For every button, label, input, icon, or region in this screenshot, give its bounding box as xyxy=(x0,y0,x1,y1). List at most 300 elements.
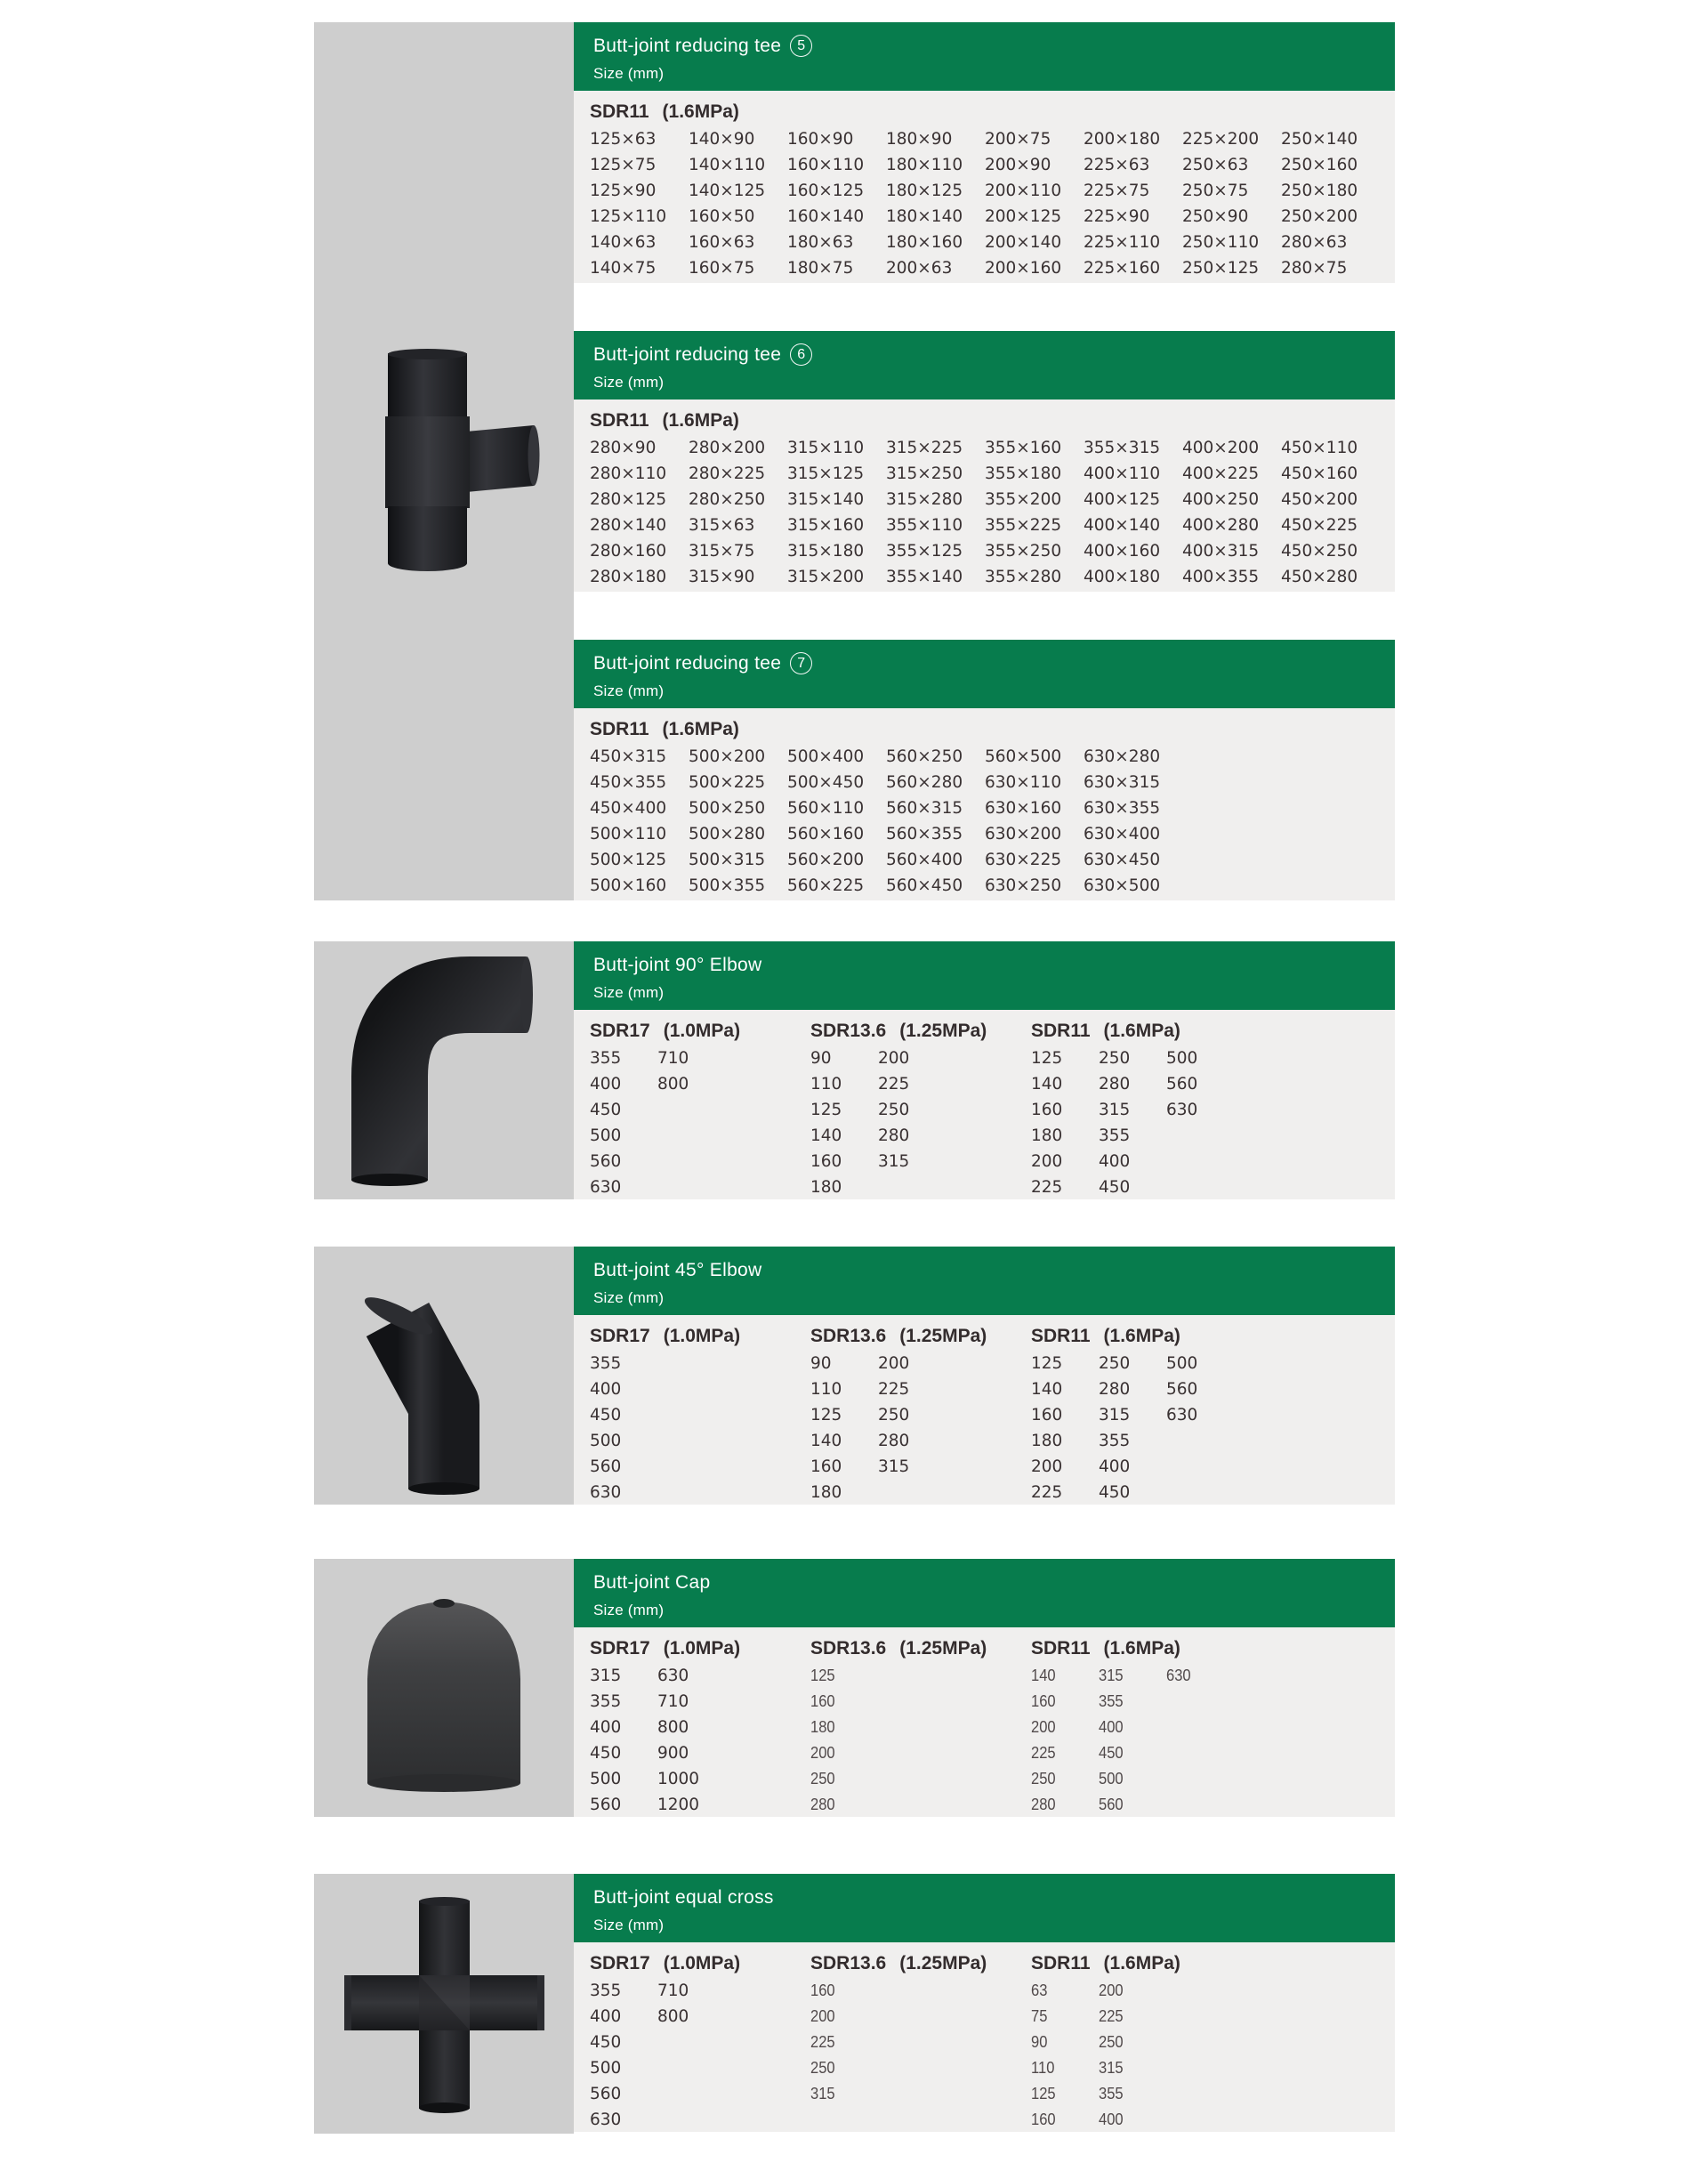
size-columns xyxy=(590,1663,740,1817)
size-value: 200 xyxy=(1099,1981,1124,1999)
size-value: 140 xyxy=(1031,1667,1056,1684)
table-row xyxy=(590,513,1395,538)
table-row xyxy=(590,178,1395,204)
size-columns xyxy=(590,1978,740,2132)
size-column xyxy=(1099,1045,1166,1199)
size-value: 315 xyxy=(878,1152,910,1171)
size-value: 355×250 xyxy=(985,542,1062,561)
size-column xyxy=(657,1978,725,2132)
size-unit-label: Size (mm) xyxy=(593,1917,665,1933)
sdr-label: SDR17 xyxy=(590,1325,650,1346)
table-row xyxy=(590,487,1395,513)
sdr-rating-line xyxy=(590,97,1395,126)
size-value: 560×500 xyxy=(985,747,1062,766)
size-value: 400×140 xyxy=(1084,516,1161,535)
size-value: 250 xyxy=(810,1770,835,1788)
sdr17-group xyxy=(590,1016,740,1199)
section-header xyxy=(574,1559,1395,1627)
size-columns xyxy=(810,1978,987,2107)
size-columns xyxy=(1031,1045,1234,1199)
size-value: 630×315 xyxy=(1084,773,1161,792)
size-value: 180×125 xyxy=(886,182,963,200)
circled-number-badge: 5 xyxy=(790,35,812,57)
size-value: 160 xyxy=(1031,2111,1056,2128)
pressure-label: (1.0MPa) xyxy=(663,1637,741,1659)
size-value: 500×355 xyxy=(689,876,766,895)
size-value: 630×500 xyxy=(1084,876,1161,895)
size-value: 160 xyxy=(1031,1101,1063,1119)
size-column xyxy=(1099,1663,1166,1817)
size-value: 355 xyxy=(1099,1692,1124,1710)
size-value: 315×75 xyxy=(689,542,755,561)
sdr-label: SDR17 xyxy=(590,1952,650,1973)
size-value: 140×110 xyxy=(689,156,766,174)
size-value: 560×160 xyxy=(787,825,865,843)
sdr-label: SDR13.6 xyxy=(810,1325,887,1346)
size-value: 630×280 xyxy=(1084,747,1161,766)
table-row xyxy=(590,564,1395,590)
size-value: 315 xyxy=(1099,2059,1124,2077)
size-value: 450 xyxy=(590,1406,622,1425)
size-value: 560×225 xyxy=(787,876,865,895)
section-title: Butt-joint reducing tee xyxy=(593,343,782,365)
size-value: 125 xyxy=(810,1101,842,1119)
pressure-label: (1.6MPa) xyxy=(662,101,739,122)
sdr-rating-line xyxy=(590,1949,740,1978)
size-column xyxy=(1166,1045,1234,1199)
sdr11-group xyxy=(1031,1321,1234,1505)
size-table xyxy=(574,1627,1395,1817)
size-value: 160 xyxy=(810,1692,835,1710)
pressure-label: (1.0MPa) xyxy=(663,1020,741,1041)
size-value: 160×63 xyxy=(689,233,755,252)
size-value: 355×140 xyxy=(886,568,963,586)
size-value: 500×400 xyxy=(787,747,865,766)
size-value: 400×125 xyxy=(1084,490,1161,509)
size-value: 355×225 xyxy=(985,516,1062,535)
size-value: 630×450 xyxy=(1084,851,1161,869)
size-value: 500×280 xyxy=(689,825,766,843)
size-value: 315×63 xyxy=(689,516,755,535)
reducing-tee-image xyxy=(314,22,574,900)
size-value: 315×140 xyxy=(787,490,865,509)
size-value: 225×110 xyxy=(1084,233,1161,252)
size-value: 560 xyxy=(590,1152,622,1171)
sdr11-group xyxy=(1031,1949,1180,2132)
size-value: 225×160 xyxy=(1084,259,1161,278)
section-title: Butt-joint equal cross xyxy=(593,1886,774,1908)
size-value: 180 xyxy=(810,1178,842,1197)
size-column xyxy=(1099,1351,1166,1505)
size-value: 250 xyxy=(878,1101,910,1119)
sdr17-group xyxy=(590,1321,740,1505)
size-value: 560 xyxy=(590,1457,622,1476)
size-value: 315×125 xyxy=(787,464,865,483)
size-value: 355×315 xyxy=(1084,439,1161,457)
size-column xyxy=(657,1045,725,1199)
table-row xyxy=(590,538,1395,564)
size-value: 315×250 xyxy=(886,464,963,483)
size-value: 450×280 xyxy=(1281,568,1358,586)
sdr-rating-line xyxy=(810,1016,987,1045)
pressure-label: (1.25MPa) xyxy=(899,1020,987,1041)
size-value: 280×125 xyxy=(590,490,667,509)
size-value: 125×75 xyxy=(590,156,657,174)
size-value: 200×63 xyxy=(886,259,953,278)
size-value: 250 xyxy=(1099,1049,1131,1068)
size-value: 630 xyxy=(657,1667,689,1685)
section-title: Butt-joint reducing tee xyxy=(593,652,782,674)
size-value: 160×140 xyxy=(787,207,865,226)
size-grid xyxy=(590,126,1395,281)
size-value: 180×110 xyxy=(886,156,963,174)
size-value: 75 xyxy=(1031,2007,1048,2025)
size-value: 400×225 xyxy=(1182,464,1260,483)
sdr-rating-line xyxy=(590,1634,740,1663)
size-value: 280×140 xyxy=(590,516,667,535)
size-value: 160×110 xyxy=(787,156,865,174)
size-value: 450×355 xyxy=(590,773,667,792)
sdr-rating-line xyxy=(1031,1321,1234,1351)
size-value: 225×90 xyxy=(1084,207,1150,226)
size-value: 355×180 xyxy=(985,464,1062,483)
size-value: 200 xyxy=(878,1354,910,1373)
pressure-label: (1.6MPa) xyxy=(1103,1637,1180,1659)
size-value: 280 xyxy=(1031,1796,1056,1813)
size-value: 110 xyxy=(810,1380,842,1399)
size-value: 315×160 xyxy=(787,516,865,535)
size-value: 400 xyxy=(1099,1457,1131,1476)
size-value: 450 xyxy=(1099,1483,1131,1502)
size-unit-label: Size (mm) xyxy=(593,984,665,1001)
table-row xyxy=(590,744,1395,770)
size-unit-label: Size (mm) xyxy=(593,1602,665,1618)
size-value: 280×250 xyxy=(689,490,766,509)
size-value: 225 xyxy=(878,1380,910,1399)
size-columns xyxy=(1031,1351,1234,1505)
table-row xyxy=(590,204,1395,230)
size-value: 560 xyxy=(590,2085,622,2103)
size-value: 560×280 xyxy=(886,773,963,792)
size-value: 63 xyxy=(1031,1981,1048,1999)
size-value: 280×75 xyxy=(1281,259,1348,278)
sdr-label: SDR11 xyxy=(590,409,649,431)
photo-panel-90-elbow xyxy=(314,941,574,1199)
size-value: 200 xyxy=(1031,1718,1056,1736)
size-value: 630 xyxy=(590,2111,622,2129)
size-value: 630×160 xyxy=(985,799,1062,818)
size-value: 160 xyxy=(810,1152,842,1171)
pressure-label: (1.6MPa) xyxy=(1103,1325,1180,1346)
45-elbow-image xyxy=(314,1247,574,1505)
sdr-label: SDR17 xyxy=(590,1020,650,1041)
size-columns xyxy=(590,1351,740,1505)
pressure-label: (1.25MPa) xyxy=(899,1952,987,1973)
size-value: 180 xyxy=(810,1483,842,1502)
photo-panel-equal-cross xyxy=(314,1874,574,2134)
size-value: 560 xyxy=(1166,1380,1198,1399)
size-value: 500 xyxy=(1099,1770,1124,1788)
table-row xyxy=(590,821,1395,847)
size-value: 400×280 xyxy=(1182,516,1260,535)
size-value: 500×250 xyxy=(689,799,766,818)
table-row xyxy=(590,152,1395,178)
size-value: 140 xyxy=(1031,1075,1063,1094)
section-title: Butt-joint Cap xyxy=(593,1571,711,1593)
size-value: 450 xyxy=(590,1744,622,1763)
size-value: 630 xyxy=(1166,1101,1198,1119)
size-value: 225×63 xyxy=(1084,156,1150,174)
section-title: Butt-joint 45° Elbow xyxy=(593,1259,762,1280)
table-row xyxy=(590,461,1395,487)
section-header xyxy=(574,1874,1395,1942)
size-value: 250×90 xyxy=(1182,207,1249,226)
size-value: 200×140 xyxy=(985,233,1062,252)
size-value: 110 xyxy=(1031,2059,1055,2077)
size-value: 560×110 xyxy=(787,799,865,818)
size-value: 630×225 xyxy=(985,851,1062,869)
size-columns xyxy=(1031,1978,1180,2132)
table-row xyxy=(590,230,1395,255)
size-value: 180×75 xyxy=(787,259,854,278)
size-value: 450 xyxy=(590,2033,622,2052)
size-value: 225 xyxy=(1099,2007,1124,2025)
size-unit-label: Size (mm) xyxy=(593,682,665,699)
size-value: 400×200 xyxy=(1182,439,1260,457)
size-column xyxy=(810,1978,878,2107)
size-value: 630 xyxy=(590,1178,622,1197)
size-value: 280 xyxy=(810,1796,835,1813)
size-columns xyxy=(810,1663,987,1817)
size-value: 140×63 xyxy=(590,233,657,252)
size-value: 140×90 xyxy=(689,130,755,149)
size-value: 200×110 xyxy=(985,182,1062,200)
size-value: 630 xyxy=(1166,1667,1191,1684)
size-value: 355×125 xyxy=(886,542,963,561)
circled-number-badge: 7 xyxy=(790,652,812,674)
size-value: 630×110 xyxy=(985,773,1062,792)
size-value: 500×315 xyxy=(689,851,766,869)
size-column xyxy=(1031,1351,1099,1505)
size-value: 125×63 xyxy=(590,130,657,149)
size-value: 180 xyxy=(1031,1432,1063,1450)
sdr-label: SDR13.6 xyxy=(810,1952,887,1973)
size-value: 710 xyxy=(657,1049,689,1068)
sdr-rating-line xyxy=(810,1949,987,1978)
size-value: 560×355 xyxy=(886,825,963,843)
size-value: 400 xyxy=(590,2007,622,2026)
pressure-label: (1.25MPa) xyxy=(899,1637,987,1659)
size-value: 355×160 xyxy=(985,439,1062,457)
size-value: 560 xyxy=(1099,1796,1124,1813)
size-value: 200 xyxy=(810,1744,835,1762)
size-value: 280×160 xyxy=(590,542,667,561)
size-value: 400×250 xyxy=(1182,490,1260,509)
pressure-label: (1.6MPa) xyxy=(662,409,739,431)
size-value: 200 xyxy=(810,2007,835,2025)
size-value: 200 xyxy=(878,1049,910,1068)
size-value: 500×160 xyxy=(590,876,667,895)
size-value: 355 xyxy=(590,1354,622,1373)
size-value: 280×90 xyxy=(590,439,657,457)
sdr-label: SDR11 xyxy=(590,718,649,739)
size-value: 400×315 xyxy=(1182,542,1260,561)
size-value: 250×160 xyxy=(1281,156,1358,174)
sdr-rating-line xyxy=(810,1321,987,1351)
sdr-rating-line xyxy=(810,1634,987,1663)
sdr-rating-line xyxy=(590,406,1395,435)
size-value: 355 xyxy=(590,1049,622,1068)
size-value: 125 xyxy=(1031,1354,1063,1373)
size-value: 450×160 xyxy=(1281,464,1358,483)
size-value: 500 xyxy=(590,1770,622,1788)
size-value: 315 xyxy=(1099,1406,1131,1425)
size-value: 315 xyxy=(590,1667,622,1685)
size-value: 560 xyxy=(590,1796,622,1814)
section-title: Butt-joint 90° Elbow xyxy=(593,954,762,975)
size-value: 180×90 xyxy=(886,130,953,149)
section-header xyxy=(574,640,1395,708)
size-value: 630×250 xyxy=(985,876,1062,895)
size-column xyxy=(590,1663,657,1817)
table-row xyxy=(590,847,1395,873)
size-value: 315 xyxy=(878,1457,910,1476)
size-value: 400×160 xyxy=(1084,542,1161,561)
size-value: 180×160 xyxy=(886,233,963,252)
size-value: 180×63 xyxy=(787,233,854,252)
sdr-label: SDR13.6 xyxy=(810,1020,887,1041)
circled-number-badge: 6 xyxy=(790,343,812,366)
size-value: 560×400 xyxy=(886,851,963,869)
size-value: 500×110 xyxy=(590,825,667,843)
size-columns xyxy=(810,1351,987,1505)
pressure-label: (1.25MPa) xyxy=(899,1325,987,1346)
pressure-label: (1.6MPa) xyxy=(662,718,739,739)
size-value: 630×355 xyxy=(1084,799,1161,818)
size-value: 280 xyxy=(1099,1075,1131,1094)
table-row xyxy=(590,770,1395,795)
size-column xyxy=(878,1045,946,1199)
pressure-label: (1.6MPa) xyxy=(1103,1020,1180,1041)
photo-panel-45-elbow xyxy=(314,1247,574,1505)
size-column xyxy=(1166,1351,1234,1505)
size-value: 400 xyxy=(1099,1152,1131,1171)
size-table xyxy=(574,1942,1395,2132)
pressure-label: (1.0MPa) xyxy=(663,1952,741,1973)
size-column xyxy=(1031,1663,1099,1817)
pressure-label: (1.0MPa) xyxy=(663,1325,741,1346)
sdr-label: SDR13.6 xyxy=(810,1637,887,1659)
sdr-label: SDR11 xyxy=(1031,1637,1091,1659)
size-value: 90 xyxy=(810,1354,832,1373)
equal-cross-image xyxy=(314,1874,574,2134)
sdr13-6-group xyxy=(810,1321,987,1505)
size-column xyxy=(590,1351,657,1505)
size-value: 200×90 xyxy=(985,156,1051,174)
size-value: 400×180 xyxy=(1084,568,1161,586)
size-value: 800 xyxy=(657,1718,689,1737)
size-value: 315 xyxy=(1099,1667,1124,1684)
size-column xyxy=(1166,1663,1234,1817)
size-value: 500 xyxy=(1166,1049,1198,1068)
size-value: 630×200 xyxy=(985,825,1062,843)
section-header xyxy=(574,941,1395,1010)
section-header xyxy=(574,331,1395,400)
size-value: 355×280 xyxy=(985,568,1062,586)
size-value: 160 xyxy=(810,1457,842,1476)
size-table xyxy=(574,400,1395,592)
size-value: 280 xyxy=(878,1432,910,1450)
size-value: 355 xyxy=(1099,1126,1131,1145)
90-elbow-image xyxy=(314,941,574,1199)
size-value: 160×75 xyxy=(689,259,755,278)
size-column xyxy=(810,1045,878,1199)
sdr17-group xyxy=(590,1634,740,1817)
size-value: 355 xyxy=(1099,2085,1124,2102)
size-value: 1200 xyxy=(657,1796,700,1814)
size-value: 225 xyxy=(810,2033,835,2051)
size-value: 450×250 xyxy=(1281,542,1358,561)
size-column xyxy=(657,1663,725,1817)
size-value: 315×280 xyxy=(886,490,963,509)
size-value: 560×250 xyxy=(886,747,963,766)
size-value: 560 xyxy=(1166,1075,1198,1094)
size-table xyxy=(574,708,1395,900)
size-value: 800 xyxy=(657,1075,689,1094)
size-value: 180×140 xyxy=(886,207,963,226)
size-value: 200×125 xyxy=(985,207,1062,226)
size-value: 125 xyxy=(810,1406,842,1425)
size-value: 250×110 xyxy=(1182,233,1260,252)
size-value: 710 xyxy=(657,1692,689,1711)
sdr-label: SDR11 xyxy=(1031,1952,1091,1973)
photo-panel-cap xyxy=(314,1559,574,1817)
size-value: 280×63 xyxy=(1281,233,1348,252)
size-value: 180 xyxy=(1031,1126,1063,1145)
size-value: 225 xyxy=(878,1075,910,1094)
size-value: 900 xyxy=(657,1744,689,1763)
size-value: 140 xyxy=(1031,1380,1063,1399)
size-columns xyxy=(590,1045,740,1199)
size-value: 710 xyxy=(657,1981,689,2000)
sdr-label: SDR11 xyxy=(590,101,649,122)
sdr-label: SDR11 xyxy=(1031,1020,1091,1041)
size-value: 90 xyxy=(810,1049,832,1068)
size-value: 140×75 xyxy=(590,259,657,278)
size-value: 355 xyxy=(590,1692,622,1711)
size-value: 90 xyxy=(1031,2033,1048,2051)
size-columns xyxy=(810,1045,987,1199)
size-column xyxy=(878,1351,946,1505)
size-value: 400×355 xyxy=(1182,568,1260,586)
size-value: 500 xyxy=(590,1126,622,1145)
size-value: 125×90 xyxy=(590,182,657,200)
size-value: 315 xyxy=(810,2085,835,2102)
size-value: 160×125 xyxy=(787,182,865,200)
size-value: 450×225 xyxy=(1281,516,1358,535)
size-value: 280×180 xyxy=(590,568,667,586)
size-value: 500×225 xyxy=(689,773,766,792)
size-value: 160 xyxy=(1031,1406,1063,1425)
section-header xyxy=(574,1247,1395,1315)
size-value: 315×225 xyxy=(886,439,963,457)
size-value: 355×200 xyxy=(985,490,1062,509)
size-unit-label: Size (mm) xyxy=(593,65,665,82)
sdr17-group xyxy=(590,1949,740,2132)
size-value: 560×315 xyxy=(886,799,963,818)
size-value: 125×110 xyxy=(590,207,667,226)
size-table xyxy=(574,1010,1395,1199)
